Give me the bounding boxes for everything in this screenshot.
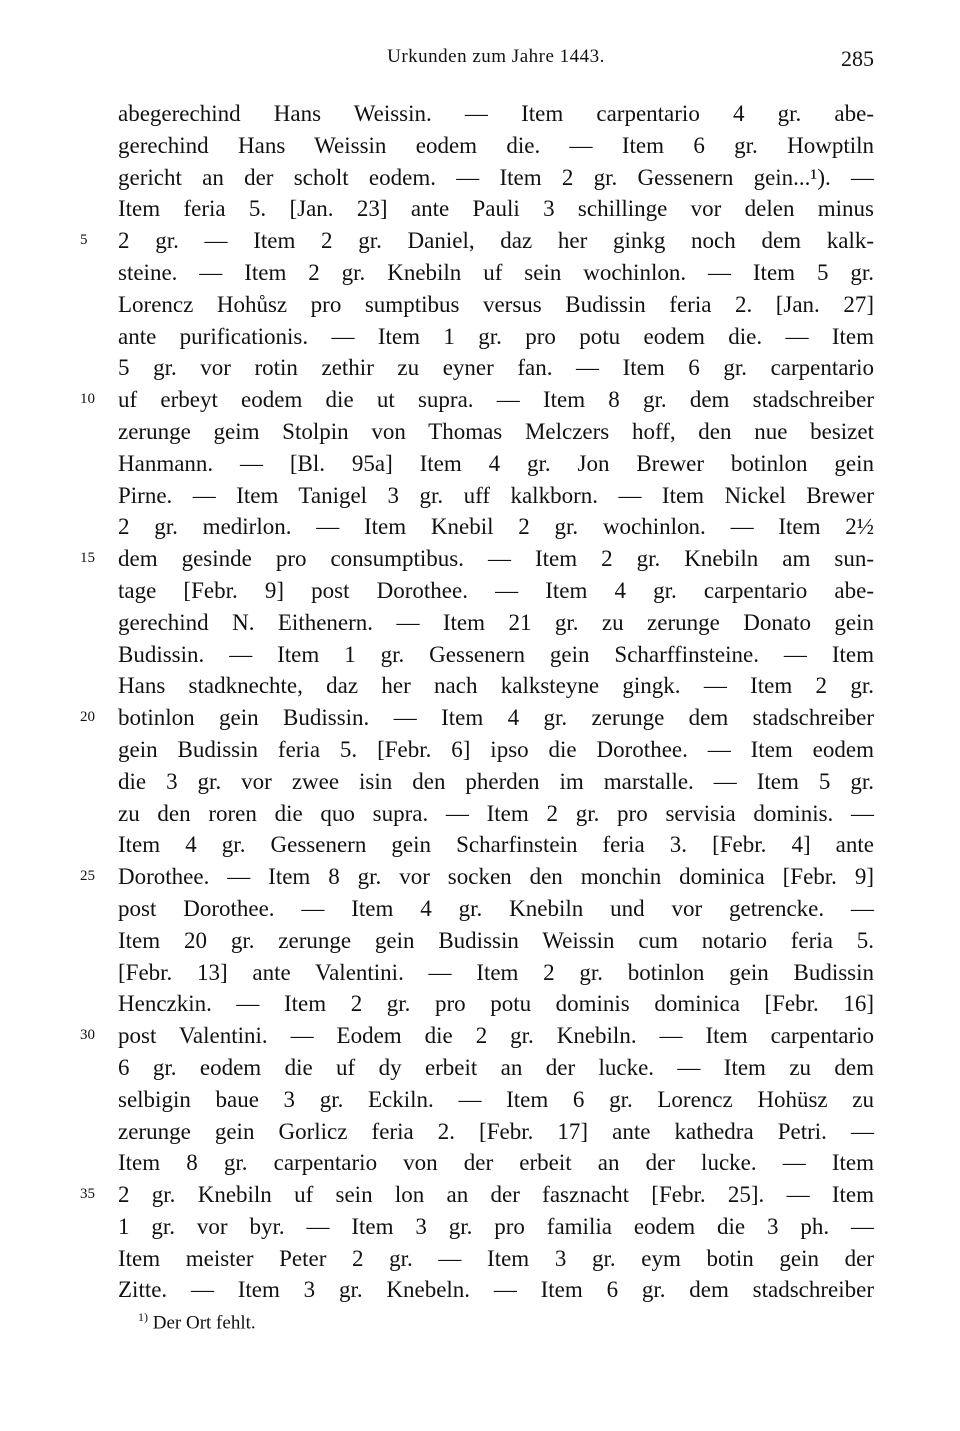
line-text: gericht an der scholt eodem. — Item 2 gr. Gessenern gein...¹). — [118,164,874,190]
line-number: 25 [80,868,95,885]
line-text: zerunge geim Stolpin von Thomas Melczers hoff, den nue besizet [118,418,874,444]
text-line [118,162,874,194]
text-line [118,957,874,989]
line-text: Hans stadknechte, daz her nach kalksteyne gingk. — Item 2 gr. [118,673,874,699]
line-text: 5 gr. vor rotin zethir zu eyner fan. — Item 6 gr. carpentario [118,355,874,381]
text-line [80,1020,874,1052]
line-text: steine. — Item 2 gr. Knebiln uf sein wochinlon. — Item 5 gr. [118,259,874,285]
running-title: Urkunden zum Jahre 1443. [387,46,605,67]
text-line [118,193,874,225]
line-text: [Febr. 13] ante Valentini. — Item 2 gr. botinlon gein Budissin [118,959,874,985]
text-line [118,289,874,321]
line-text: Zitte. — Item 3 gr. Knebeln. — Item 6 gr. dem stadschreiber [118,1277,874,1303]
line-text: Henczkin. — Item 2 gr. pro potu dominis dominica [Febr. 16] [118,991,874,1017]
line-text: post Valentini. — Eodem die 2 gr. Knebiln. — Item carpentario [118,1023,874,1049]
text-line [118,1052,874,1084]
text-line [118,766,874,798]
line-number: 30 [80,1027,95,1044]
text-line [80,1179,874,1211]
line-text: gerechind Hans Weissin eodem die. — Item 6 gr. Howptiln [118,132,874,158]
text-line [118,925,874,957]
line-text: Item 20 gr. zerunge gein Budissin Weissin cum notario feria 5. [118,927,874,953]
text-line [118,1084,874,1116]
line-text: dem gesinde pro consumptibus. — Item 2 gr. Knebiln am sun- [118,546,874,572]
text-line [118,480,874,512]
page-number: 285 [841,46,874,71]
text-line [118,416,874,448]
line-text: 2 gr. — Item 2 gr. Daniel, daz her ginkg noch dem kalk- [118,228,874,254]
footnote-marker: 1) [138,1310,148,1324]
line-text: botinlon gein Budissin. — Item 4 gr. zerunge dem stadschreiber [118,705,874,731]
line-text: 2 gr. medirlon. — Item Knebil 2 gr. wochinlon. — Item 2½ [118,514,874,540]
line-text: tage [Febr. 9] post Dorothee. — Item 4 gr. carpentario abe- [118,577,874,603]
line-number: 15 [80,550,95,567]
text-line [118,1147,874,1179]
line-number: 5 [80,232,88,249]
line-text: selbigin baue 3 gr. Eckiln. — Item 6 gr. Lorencz Hohüsz zu [118,1086,874,1112]
text-line [118,352,874,384]
line-text: gerechind N. Eithenern. — Item 21 gr. zu zerunge Donato gein [118,609,874,635]
line-number: 20 [80,709,95,726]
text-line [118,639,874,671]
text-line [80,225,874,257]
text-line [80,861,874,893]
footnote [138,1310,256,1334]
text-line [118,798,874,830]
line-text: Item 8 gr. carpentario von der erbeit an der lucke. — Item [118,1150,874,1176]
line-text: 1 gr. vor byr. — Item 3 gr. pro familia eodem die 3 ph. — [118,1213,874,1239]
text-line [118,321,874,353]
line-text: gein Budissin feria 5. [Febr. 6] ipso die Dorothee. — Item eodem [118,736,874,762]
line-text: Budissin. — Item 1 gr. Gessenern gein Scharffinsteine. — Item [118,641,874,667]
text-line [80,384,874,416]
line-text: Lorencz Hohůsz pro sumptibus versus Budissin feria 2. [Jan. 27] [118,291,874,317]
line-text: post Dorothee. — Item 4 gr. Knebiln und vor getrencke. — [118,895,874,921]
text-line [118,893,874,925]
text-line [118,575,874,607]
text-line [118,1116,874,1148]
line-text: abegerechind Hans Weissin. — Item carpentario 4 gr. abe- [118,101,874,126]
text-line [80,702,874,734]
text-line [80,543,874,575]
text-line [118,257,874,289]
line-number: 10 [80,391,95,408]
line-text: Item meister Peter 2 gr. — Item 3 gr. eym botin gein der [118,1245,874,1271]
text-line [118,1274,874,1306]
line-number: 35 [80,1186,95,1203]
footnote-text: Der Ort fehlt. [152,1312,256,1334]
text-line [118,511,874,543]
line-text: Dorothee. — Item 8 gr. vor socken den monchin dominica [Febr. 9] [118,864,874,890]
line-text: Hanmann. — [Bl. 95a] Item 4 gr. Jon Brewer botinlon gein [118,450,874,476]
text-line [118,448,874,480]
text-line [118,734,874,766]
line-text: die 3 gr. vor zwee isin den pherden im marstalle. — Item 5 gr. [118,768,874,794]
line-text: 6 gr. eodem die uf dy erbeit an der lucke. — Item zu dem [118,1054,874,1080]
text-line [118,670,874,702]
line-text: 2 gr. Knebiln uf sein lon an der fasznacht [Febr. 25]. — Item [118,1182,874,1208]
line-text: Item 4 gr. Gessenern gein Scharfinstein feria 3. [Febr. 4] ante [118,832,874,858]
line-text: zerunge gein Gorlicz feria 2. [Febr. 17] ante kathedra Petri. — [118,1118,874,1144]
text-line [118,1243,874,1275]
text-line [118,1211,874,1243]
text-line [118,829,874,861]
body-text [80,98,874,1306]
text-line [118,607,874,639]
line-text: uf erbeyt eodem die ut supra. — Item 8 gr. dem stadschreiber [118,387,874,413]
text-line [118,130,874,162]
line-text: Pirne. — Item Tanigel 3 gr. uff kalkborn. — Item Nickel Brewer [118,482,874,508]
line-text: zu den roren die quo supra. — Item 2 gr. pro servisia dominis. — [118,800,874,826]
page-header [118,46,874,76]
line-text: Item feria 5. [Jan. 23] ante Pauli 3 schillinge vor delen minus [118,196,874,222]
line-text: ante purificationis. — Item 1 gr. pro potu eodem die. — Item [118,323,874,349]
text-line [118,98,874,130]
text-line [118,988,874,1020]
